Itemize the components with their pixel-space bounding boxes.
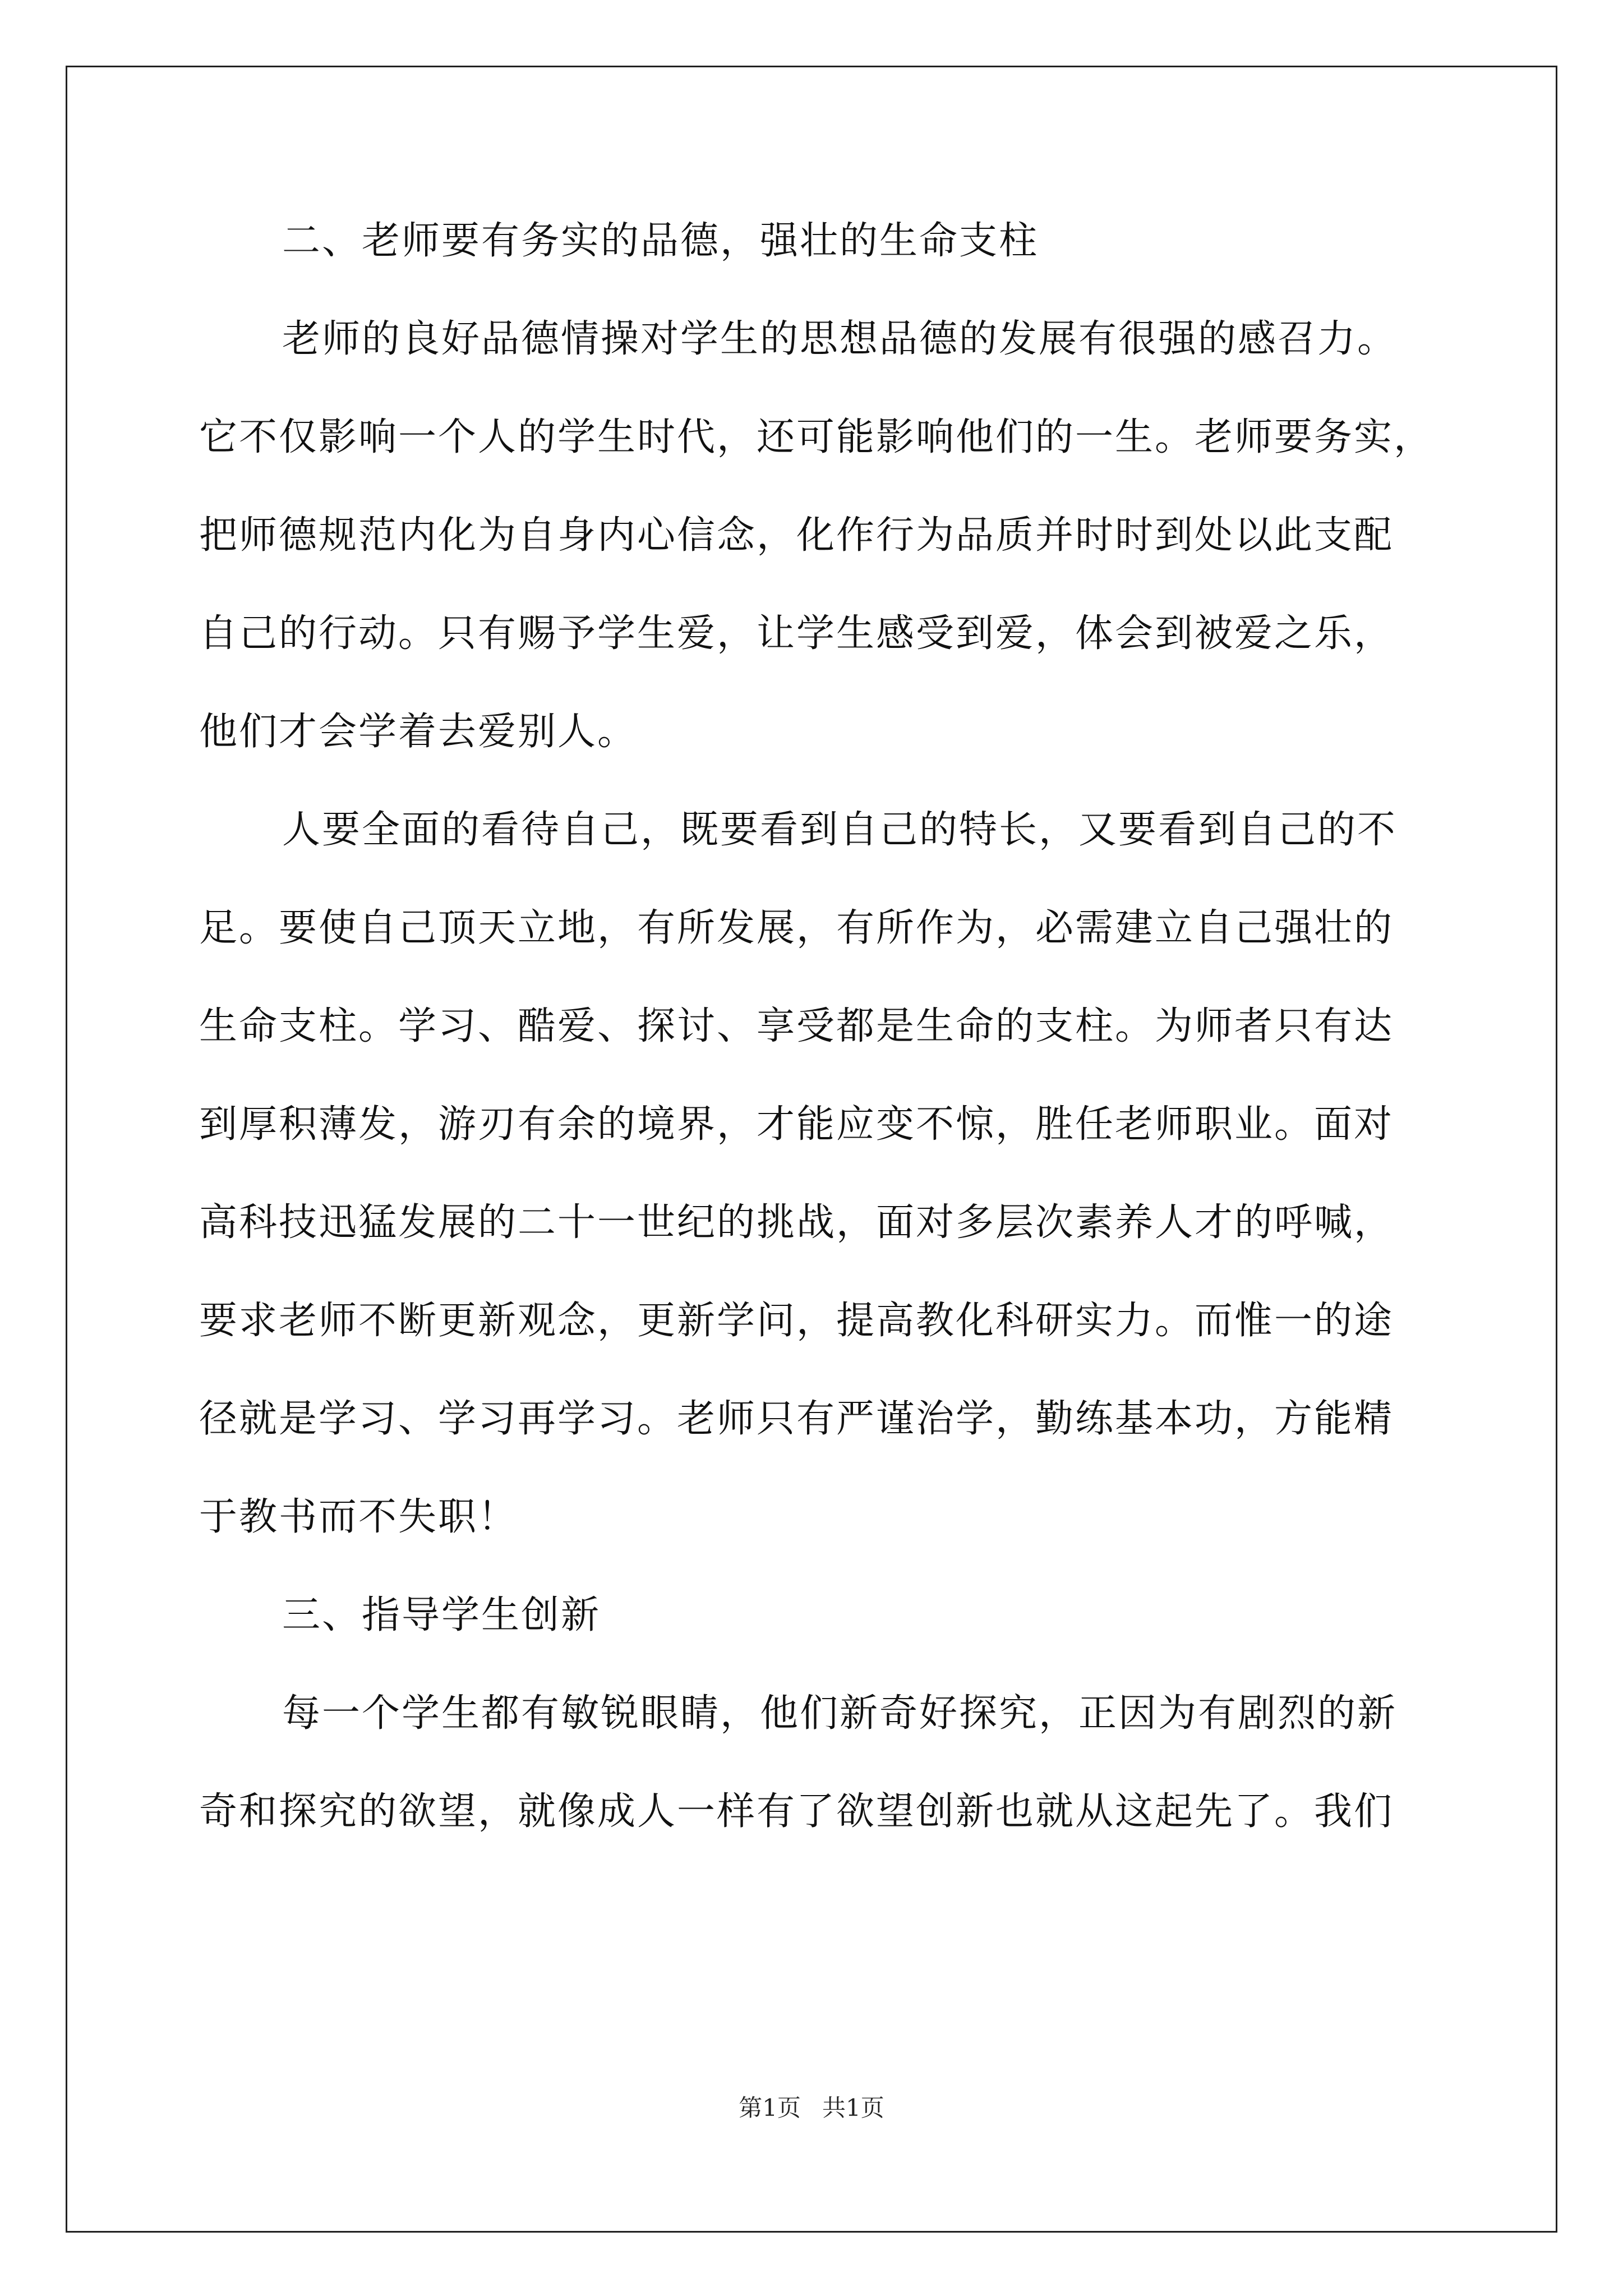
page-total: 共1页 xyxy=(822,2094,884,2122)
paragraph-line: 生命支柱。学习、酷爱、探讨、享受都是生命的支柱。为师者只有达 xyxy=(199,1004,1394,1048)
section-heading-3: 三、指导学生创新 xyxy=(282,1593,601,1637)
section-heading-2: 二、老师要有务实的品德，强壮的生命支柱 xyxy=(282,219,1039,263)
paragraph-line: 人要全面的看待自己，既要看到自己的特长，又要看到自己的不 xyxy=(282,808,1398,852)
paragraph-line: 径就是学习、学习再学习。老师只有严谨治学，勤练基本功，方能精 xyxy=(199,1397,1394,1441)
paragraph-line: 老师的良好品德情操对学生的思想品德的发展有很强的感召力。 xyxy=(282,317,1398,361)
paragraph-line: 高科技迅猛发展的二十一世纪的挑战，面对多层次素养人才的呼喊， xyxy=(199,1200,1394,1245)
paragraph-line: 自己的行动。只有赐予学生爱，让学生感受到爱，体会到被爱之乐， xyxy=(199,611,1394,656)
paragraph-line: 要求老师不断更新观念，更新学问，提高教化科研实力。而惟一的途 xyxy=(199,1299,1394,1343)
paragraph-line: 于教书而不失职！ xyxy=(199,1495,518,1539)
paragraph-line: 每一个学生都有敏锐眼睛，他们新奇好探究，正因为有剧烈的新 xyxy=(282,1691,1398,1736)
page-footer xyxy=(0,2091,1623,2125)
paragraph-line: 到厚积薄发，游刃有余的境界，才能应变不惊，胜任老师职业。面对 xyxy=(199,1102,1394,1147)
page-number: 第1页 xyxy=(739,2094,801,2122)
paragraph-line: 他们才会学着去爱别人。 xyxy=(199,710,638,754)
paragraph-line: 把师德规范内化为自身内心信念，化作行为品质并时时到处以此支配 xyxy=(199,513,1394,558)
paragraph-line: 奇和探究的欲望，就像成人一样有了欲望创新也就从这起先了。我们 xyxy=(199,1789,1394,1834)
paragraph-line: 它不仅影响一个人的学生时代，还可能影响他们的一生。老师要务实， xyxy=(199,415,1434,459)
paragraph-line: 足。要使自己顶天立地，有所发展，有所作为，必需建立自己强壮的 xyxy=(199,906,1394,950)
